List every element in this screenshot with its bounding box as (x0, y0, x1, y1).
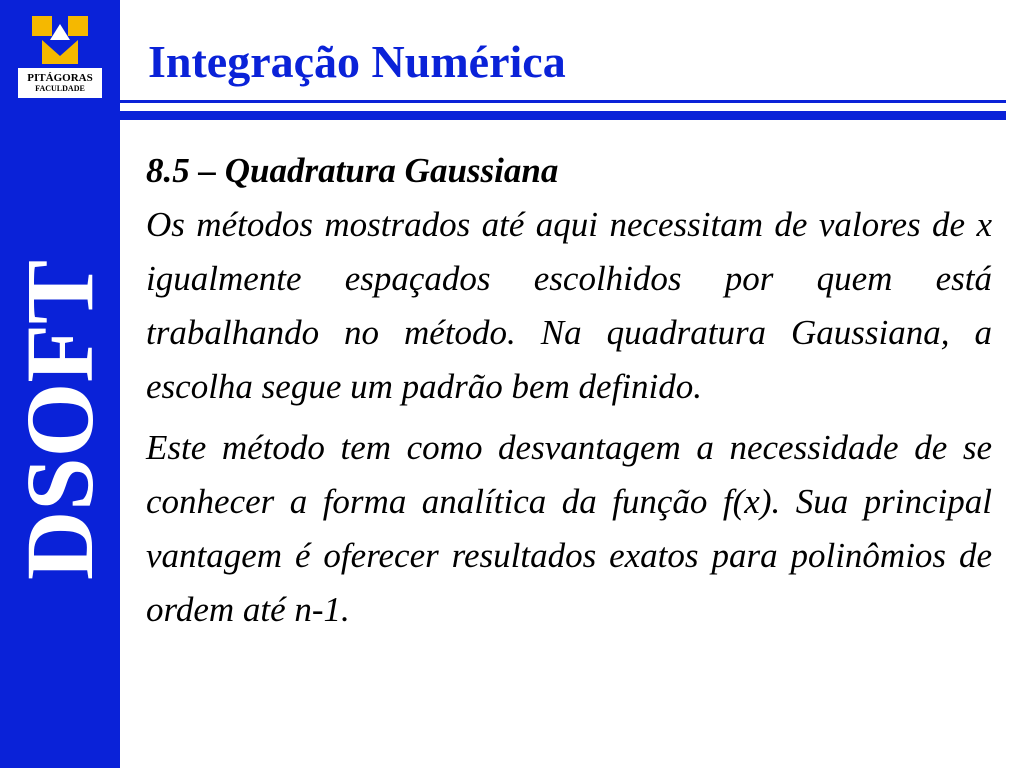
paragraph-disadvantage: Este método tem como desvantagem a necessidade de se conhecer a forma analítica da função f(x). Sua principal vantagem é oferecer resultados exatos para polinômios de ordem até n-1. (146, 428, 992, 629)
section-heading: 8.5 – Quadratura Gaussiana (146, 151, 559, 190)
logo-name: PITÁGORAS (27, 72, 93, 84)
title-divider-thick (24, 111, 1006, 120)
slide-body (146, 144, 992, 644)
faculty-logo (16, 14, 104, 100)
title-divider-thin (120, 100, 1006, 103)
logo-subtitle: FACULDADE (35, 84, 85, 93)
paragraph-methods: Os métodos mostrados até aqui necessitam de valores de x igualmente espaçados escolhidos por quem está trabalhando no método. Na quadratura Gaussiana, a escolha segue um padrão bem definido. (146, 205, 992, 406)
vertical-brand-text: DSOFT (6, 259, 113, 581)
slide-title: Integração Numérica (148, 36, 566, 87)
